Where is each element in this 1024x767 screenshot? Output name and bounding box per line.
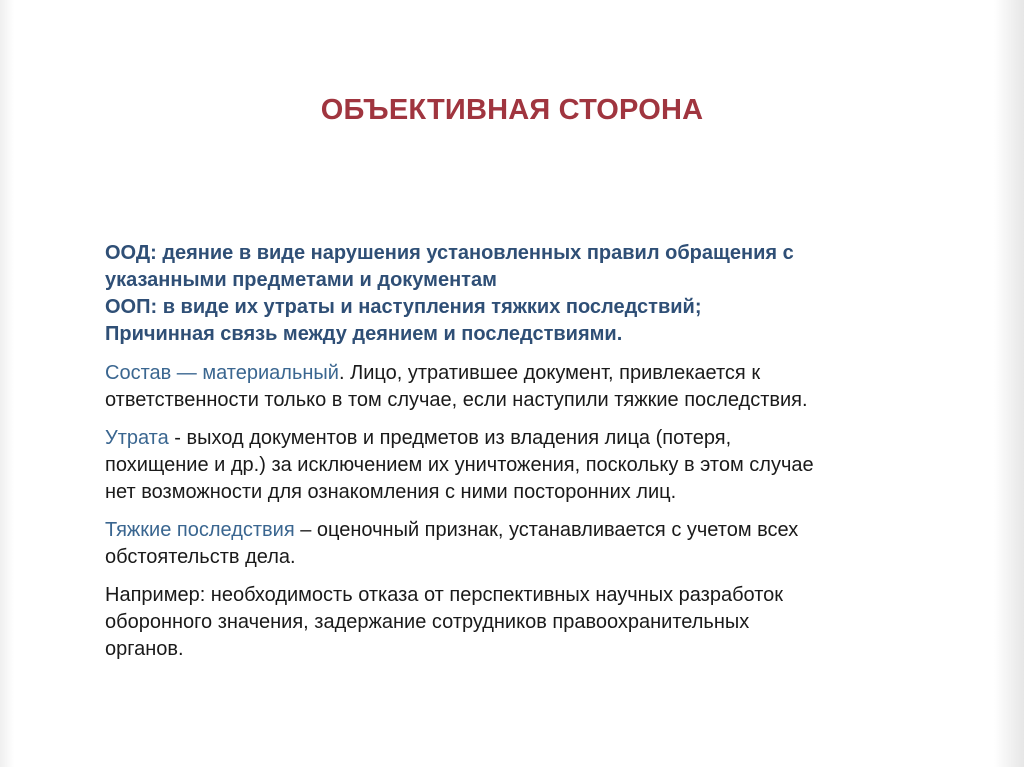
loss-text-1: - выход документов и предметов из владения лица (потеря, (174, 427, 732, 449)
intro-line-oop: ООП: в виде их утраты и наступления тяжких последствий; (105, 296, 702, 318)
intro-line-ood: ООД: деяние в виде нарушения установленных правил обращения с (105, 242, 794, 264)
composition-text-2: ответственности только в том случае, если наступили тяжкие последствия. (105, 389, 808, 411)
consequences-text-1: – оценочный признак, устанавливается с учетом всех (294, 519, 799, 541)
consequences-paragraph (105, 517, 995, 571)
composition-paragraph (105, 360, 995, 414)
intro-line-ood-cont: указанными предметами и документам (105, 269, 497, 291)
intro-paragraph (105, 240, 995, 348)
slide-title: ОБЪЕКТИВНАЯ СТОРОНА (320, 94, 704, 126)
loss-paragraph (105, 425, 995, 506)
composition-line-1 (105, 360, 995, 387)
loss-text-3: нет возможности для ознакомления с ними посторонних лиц. (105, 481, 677, 503)
consequences-term: Тяжкие последствия (105, 519, 295, 541)
intro-line-causation: Причинная связь между деянием и последствиями. (105, 323, 623, 345)
example-line-2: оборонного значения, задержание сотрудников правоохранительных (105, 611, 750, 633)
loss-text-2: похищение и др.) за исключением их уничтожения, поскольку в этом случае (105, 454, 814, 476)
consequences-text-2: обстоятельств дела. (105, 546, 296, 568)
consequences-line-1 (105, 517, 995, 544)
loss-line-1 (105, 425, 995, 452)
composition-term: Состав — материальный (105, 362, 339, 384)
example-paragraph (105, 582, 995, 663)
example-line-3: органов. (105, 638, 184, 660)
slide-body (105, 240, 995, 674)
composition-text-1: . Лицо, утратившее документ, привлекается к (338, 362, 761, 384)
example-line-1: Например: необходимость отказа от перспективных научных разработок (105, 584, 784, 606)
loss-term: Утрата (105, 427, 175, 449)
